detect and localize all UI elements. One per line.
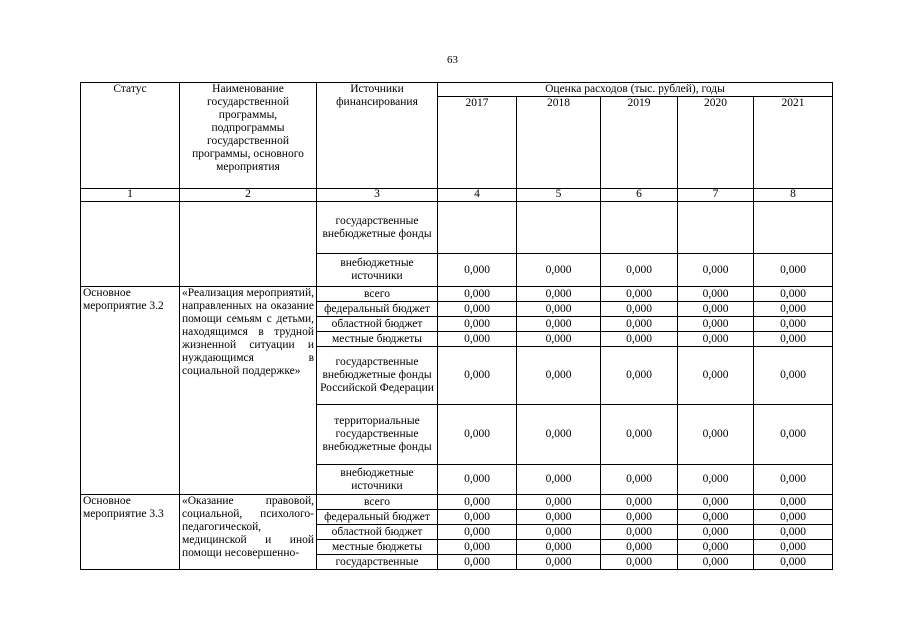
expense-value: 0,000 — [601, 405, 678, 465]
expense-value: 0,000 — [438, 302, 517, 317]
expense-value — [517, 202, 601, 254]
expense-value: 0,000 — [438, 510, 517, 525]
expense-value — [754, 202, 833, 254]
expense-value: 0,000 — [438, 347, 517, 405]
expense-value: 0,000 — [754, 465, 833, 495]
expense-value: 0,000 — [678, 332, 754, 347]
expense-value: 0,000 — [754, 540, 833, 555]
expense-value — [601, 202, 678, 254]
column-number: 5 — [517, 189, 601, 202]
table-row — [81, 287, 833, 302]
funding-source: государственные внебюджетные фонды Российской Федерации — [317, 347, 438, 405]
expense-value: 0,000 — [517, 555, 601, 570]
expense-value: 0,000 — [678, 317, 754, 332]
expense-value: 0,000 — [517, 347, 601, 405]
expense-value: 0,000 — [678, 302, 754, 317]
expense-value: 0,000 — [754, 332, 833, 347]
expense-value: 0,000 — [601, 317, 678, 332]
funding-source: территориальные государственные внебюджетные фонды — [317, 405, 438, 465]
expense-value: 0,000 — [517, 302, 601, 317]
expense-value: 0,000 — [601, 540, 678, 555]
funding-source: областной бюджет — [317, 317, 438, 332]
column-number: 2 — [180, 189, 317, 202]
expense-value: 0,000 — [438, 332, 517, 347]
expense-value: 0,000 — [754, 495, 833, 510]
funding-source: местные бюджеты — [317, 540, 438, 555]
header-year: 2020 — [678, 97, 754, 189]
expense-value: 0,000 — [601, 495, 678, 510]
funding-source: местные бюджеты — [317, 332, 438, 347]
expense-value: 0,000 — [678, 347, 754, 405]
expense-value: 0,000 — [601, 347, 678, 405]
expense-value: 0,000 — [438, 405, 517, 465]
expense-value: 0,000 — [438, 317, 517, 332]
funding-source: всего — [317, 495, 438, 510]
header-sources: Источники финансирования — [317, 83, 438, 189]
expense-value — [678, 202, 754, 254]
header-year: 2018 — [517, 97, 601, 189]
expense-value: 0,000 — [438, 465, 517, 495]
expense-value: 0,000 — [754, 317, 833, 332]
column-number: 8 — [754, 189, 833, 202]
expense-value: 0,000 — [517, 332, 601, 347]
expense-value: 0,000 — [438, 540, 517, 555]
measure-status: Основное мероприятие 3.2 — [81, 287, 180, 495]
column-number: 1 — [81, 189, 180, 202]
expense-value: 0,000 — [754, 525, 833, 540]
status-cell — [81, 202, 180, 287]
expense-value: 0,000 — [601, 465, 678, 495]
expense-value: 0,000 — [601, 302, 678, 317]
funding-source: государственные внебюджетные фонды — [317, 202, 438, 254]
table-row — [81, 495, 833, 510]
expense-value: 0,000 — [678, 465, 754, 495]
expense-value: 0,000 — [678, 287, 754, 302]
expense-value: 0,000 — [601, 287, 678, 302]
expense-value: 0,000 — [754, 302, 833, 317]
expense-value: 0,000 — [517, 525, 601, 540]
funding-source: федеральный бюджет — [317, 510, 438, 525]
expense-value: 0,000 — [754, 287, 833, 302]
name-cell — [180, 202, 317, 287]
expense-value: 0,000 — [678, 495, 754, 510]
expense-value: 0,000 — [678, 525, 754, 540]
header-year: 2019 — [601, 97, 678, 189]
expense-value: 0,000 — [438, 287, 517, 302]
expense-value: 0,000 — [438, 495, 517, 510]
funding-source: внебюджетные источники — [317, 254, 438, 287]
budget-table — [80, 82, 833, 570]
measure-name: «Оказание правовой, социальной, психолого-педагогической, медицинской и иной помощи несовершенно- — [180, 495, 317, 570]
header-status: Статус — [81, 83, 180, 189]
expense-value — [438, 202, 517, 254]
expense-value: 0,000 — [754, 510, 833, 525]
expense-value: 0,000 — [517, 317, 601, 332]
funding-source: федеральный бюджет — [317, 302, 438, 317]
header-year: 2017 — [438, 97, 517, 189]
header-year: 2021 — [754, 97, 833, 189]
expense-value: 0,000 — [517, 405, 601, 465]
column-number: 3 — [317, 189, 438, 202]
expense-value: 0,000 — [601, 254, 678, 287]
expense-value: 0,000 — [678, 405, 754, 465]
column-number: 6 — [601, 189, 678, 202]
expense-value: 0,000 — [438, 254, 517, 287]
expense-value: 0,000 — [517, 495, 601, 510]
expense-value: 0,000 — [601, 555, 678, 570]
expense-value: 0,000 — [601, 525, 678, 540]
expense-value: 0,000 — [517, 254, 601, 287]
page-number: 63 — [447, 54, 458, 66]
expense-value: 0,000 — [438, 555, 517, 570]
expense-value: 0,000 — [601, 510, 678, 525]
funding-source: внебюджетные источники — [317, 465, 438, 495]
funding-source: государственные — [317, 555, 438, 570]
expense-value: 0,000 — [517, 465, 601, 495]
column-number: 4 — [438, 189, 517, 202]
header-expenses: Оценка расходов (тыс. рублей), годы — [438, 83, 833, 97]
header-name: Наименование государственной программы, подпрограммы государственной программы, основного мероприятия — [180, 83, 317, 189]
measure-status: Основное мероприятие 3.3 — [81, 495, 180, 570]
expense-value: 0,000 — [517, 540, 601, 555]
expense-value: 0,000 — [678, 555, 754, 570]
expense-value: 0,000 — [517, 510, 601, 525]
expense-value: 0,000 — [754, 405, 833, 465]
expense-value: 0,000 — [678, 510, 754, 525]
expense-value: 0,000 — [678, 540, 754, 555]
funding-source: областной бюджет — [317, 525, 438, 540]
expense-value: 0,000 — [678, 254, 754, 287]
expense-value: 0,000 — [754, 347, 833, 405]
expense-value: 0,000 — [754, 254, 833, 287]
expense-value: 0,000 — [517, 287, 601, 302]
funding-source: всего — [317, 287, 438, 302]
expense-value: 0,000 — [438, 525, 517, 540]
column-number: 7 — [678, 189, 754, 202]
measure-name: «Реализация мероприятий, направленных на оказание помощи семьям с детьми, находящимся в трудной жизненной ситуации и нуждающимся в социальной поддержке» — [180, 287, 317, 495]
expense-value: 0,000 — [601, 332, 678, 347]
expense-value: 0,000 — [754, 555, 833, 570]
table-row — [81, 202, 833, 254]
